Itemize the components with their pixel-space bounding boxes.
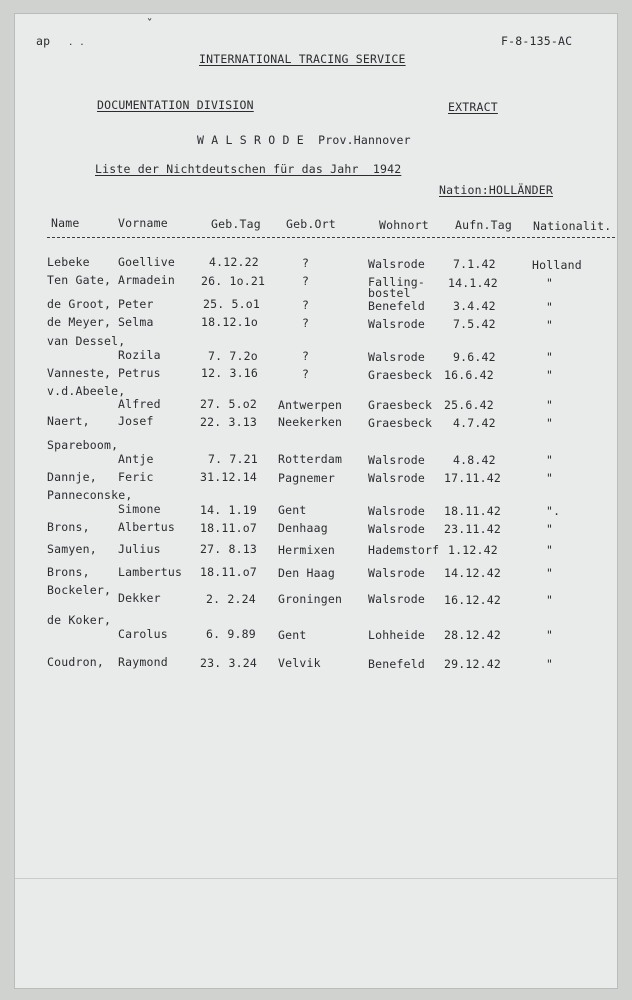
- cell-geb-ort: ?: [302, 256, 310, 270]
- column-header-geb-tag: Geb.Tag: [211, 217, 261, 231]
- cell-nationality: ": [546, 416, 554, 430]
- column-header-nationalit: Nationalit.: [533, 219, 612, 233]
- cell-name: Ten Gate,: [47, 273, 112, 287]
- cell-wohnort: Benefeld: [368, 657, 425, 671]
- cell-aufn-tag: 4.8.42: [453, 453, 496, 467]
- cell-name: Brons,: [47, 520, 90, 534]
- cell-geb-tag: 2. 2.24: [206, 592, 256, 606]
- cell-geb-ort: ?: [302, 316, 310, 330]
- cell-aufn-tag: 25.6.42: [444, 398, 494, 412]
- cell-wohnort: Graesbeck: [368, 368, 433, 382]
- header-divider: [47, 237, 615, 238]
- cell-geb-tag: 27. 8.13: [200, 542, 257, 556]
- organization-title: INTERNATIONAL TRACING SERVICE: [199, 52, 406, 66]
- cell-wohnort: Walsrode: [368, 504, 425, 518]
- cell-geb-tag: 22. 3.13: [200, 415, 257, 429]
- cell-vorname: Selma: [118, 315, 154, 329]
- cell-aufn-tag: 18.11.42: [444, 504, 501, 518]
- cell-wohnort: Lohheide: [368, 628, 425, 642]
- cell-wohnort: Walsrode: [368, 471, 425, 485]
- cell-aufn-tag: 16.6.42: [444, 368, 494, 382]
- cell-name: Bockeler,: [47, 583, 112, 597]
- cell-vorname: Josef: [118, 414, 154, 428]
- nation-label: Nation:HOLLÄNDER: [439, 183, 553, 197]
- column-header-wohnort: Wohnort: [379, 218, 429, 232]
- cell-wohnort-continued: bostel: [368, 286, 411, 300]
- cell-vorname: Armadein: [118, 273, 175, 287]
- cell-wohnort: Walsrode: [368, 522, 425, 536]
- division-label: DOCUMENTATION DIVISION: [97, 98, 254, 112]
- reference-number: F-8-135-AC: [501, 34, 573, 48]
- cell-vorname: Albertus: [118, 520, 175, 534]
- cell-nationality: ": [546, 453, 554, 467]
- cell-wohnort: Walsrode: [368, 453, 425, 467]
- cell-geb-ort: ?: [302, 298, 310, 312]
- cell-aufn-tag: 4.7.42: [453, 416, 496, 430]
- cell-geb-ort: ?: [302, 274, 310, 288]
- cell-nationality: ": [546, 350, 554, 364]
- cell-name: Lebeke: [47, 255, 90, 269]
- cell-geb-tag: 18.11.o7: [200, 521, 257, 535]
- column-header-name: Name: [51, 216, 80, 230]
- cell-geb-tag: 31.12.14: [200, 470, 257, 484]
- cell-vorname: Alfred: [118, 397, 161, 411]
- cell-aufn-tag: 29.12.42: [444, 657, 501, 671]
- cell-vorname: Rozila: [118, 348, 161, 362]
- cell-name: Brons,: [47, 565, 90, 579]
- cell-geb-ort: Pagnemer: [278, 471, 335, 485]
- extract-label: EXTRACT: [448, 100, 498, 114]
- cell-name: Coudron,: [47, 655, 104, 669]
- cell-wohnort: Hademstorf: [368, 543, 440, 557]
- cell-geb-ort: Antwerpen: [278, 398, 343, 412]
- cell-geb-tag: 26. 1o.21: [201, 274, 266, 288]
- cell-geb-ort: Gent: [278, 503, 307, 517]
- cell-aufn-tag: 28.12.42: [444, 628, 501, 642]
- column-header-vorname: Vorname: [118, 216, 168, 230]
- cell-nationality: ": [546, 276, 554, 290]
- cell-wohnort: Benefeld: [368, 299, 425, 313]
- cell-wohnort: Walsrode: [368, 317, 425, 331]
- cell-aufn-tag: 7.5.42: [453, 317, 496, 331]
- cell-nationality: ": [546, 300, 554, 314]
- cell-geb-ort: ?: [302, 349, 310, 363]
- cell-geb-ort: Den Haag: [278, 566, 335, 580]
- cell-wohnort: Graesbeck: [368, 398, 433, 412]
- dots: . .: [68, 38, 85, 48]
- page-fold-line: [15, 878, 617, 879]
- cell-geb-tag: 18.11.o7: [200, 565, 257, 579]
- cell-wohnort: Walsrode: [368, 350, 425, 364]
- cell-nationality: ": [546, 471, 554, 485]
- cell-geb-tag: 18.12.1o: [201, 315, 258, 329]
- cell-name: Panneconske,: [47, 488, 133, 502]
- cell-geb-ort: Denhaag: [278, 521, 328, 535]
- cell-nationality: ": [546, 543, 554, 557]
- cell-nationality: ": [546, 368, 554, 382]
- cell-vorname: Peter: [118, 297, 154, 311]
- cell-vorname: Antje: [118, 452, 154, 466]
- cell-vorname: Carolus: [118, 627, 168, 641]
- cell-wohnort: Graesbeck: [368, 416, 433, 430]
- place-heading: W A L S R O D E Prov.Hannover: [197, 133, 411, 147]
- cell-aufn-tag: 16.12.42: [444, 593, 501, 607]
- cell-geb-ort: Gent: [278, 628, 307, 642]
- cell-nationality: ": [546, 398, 554, 412]
- cell-geb-ort: Rotterdam: [278, 452, 343, 466]
- cell-name: de Meyer,: [47, 315, 112, 329]
- cell-aufn-tag: 7.1.42: [453, 257, 496, 271]
- cell-geb-ort: Velvik: [278, 656, 321, 670]
- cell-geb-tag: 25. 5.o1: [203, 297, 260, 311]
- cell-geb-tag: 14. 1.19: [200, 503, 257, 517]
- cell-geb-tag: 7. 7.2o: [208, 349, 258, 363]
- cell-aufn-tag: 14.12.42: [444, 566, 501, 580]
- cell-geb-tag: 12. 3.16: [201, 366, 258, 380]
- cell-name: v.d.Abeele,: [47, 384, 126, 398]
- column-header-geb-ort: Geb.Ort: [286, 217, 336, 231]
- cell-geb-ort: Hermixen: [278, 543, 335, 557]
- cell-vorname: Julius: [118, 542, 161, 556]
- cell-wohnort: Walsrode: [368, 566, 425, 580]
- cell-wohnort: Walsrode: [368, 592, 425, 606]
- cell-geb-tag: 7. 7.21: [208, 452, 258, 466]
- cell-nationality: ": [546, 657, 554, 671]
- cell-geb-ort: ?: [302, 367, 310, 381]
- cell-aufn-tag: 3.4.42: [453, 299, 496, 313]
- cell-name: Dannje,: [47, 470, 97, 484]
- column-header-aufn-tag: Aufn.Tag: [455, 218, 512, 232]
- cell-name: Samyen,: [47, 542, 97, 556]
- cell-name: Spareboom,: [47, 438, 119, 452]
- cell-name: Vanneste,: [47, 366, 112, 380]
- cell-name: van Dessel,: [47, 334, 126, 348]
- cell-vorname: Goellive: [118, 255, 175, 269]
- cell-geb-tag: 6. 9.89: [206, 627, 256, 641]
- cell-aufn-tag: 23.11.42: [444, 522, 501, 536]
- cell-geb-tag: 4.12.22: [209, 255, 259, 269]
- cell-geb-ort: Neekerken: [278, 415, 343, 429]
- cell-aufn-tag: 1.12.42: [448, 543, 498, 557]
- cell-geb-ort: Groningen: [278, 592, 343, 606]
- cell-vorname: Raymond: [118, 655, 168, 669]
- tick-mark: ˇ: [146, 17, 154, 31]
- cell-nationality: ": [546, 593, 554, 607]
- cell-name: de Groot,: [47, 297, 112, 311]
- cell-nationality: ": [546, 628, 554, 642]
- cell-vorname: Simone: [118, 502, 161, 516]
- cell-vorname: Petrus: [118, 366, 161, 380]
- cell-geb-tag: 23. 3.24: [200, 656, 257, 670]
- cell-nationality: ": [546, 522, 554, 536]
- cell-name: Naert,: [47, 414, 90, 428]
- cell-vorname: Lambertus: [118, 565, 183, 579]
- cell-name: de Koker,: [47, 613, 112, 627]
- cell-wohnort: Walsrode: [368, 257, 425, 271]
- cell-aufn-tag: 9.6.42: [453, 350, 496, 364]
- cell-geb-tag: 27. 5.o2: [200, 397, 257, 411]
- cell-vorname: Dekker: [118, 591, 161, 605]
- cell-aufn-tag: 17.11.42: [444, 471, 501, 485]
- list-title: Liste der Nichtdeutschen für das Jahr 1942: [95, 162, 402, 176]
- cell-nationality: ".: [546, 504, 561, 518]
- cell-nationality: ": [546, 318, 554, 332]
- cell-aufn-tag: 14.1.42: [448, 276, 498, 290]
- cell-vorname: Feric: [118, 470, 154, 484]
- cell-nationality: ": [546, 566, 554, 580]
- initials: ap: [36, 34, 51, 48]
- cell-nationality: Holland: [532, 258, 582, 272]
- cell-wohnort: Falling-: [368, 275, 425, 289]
